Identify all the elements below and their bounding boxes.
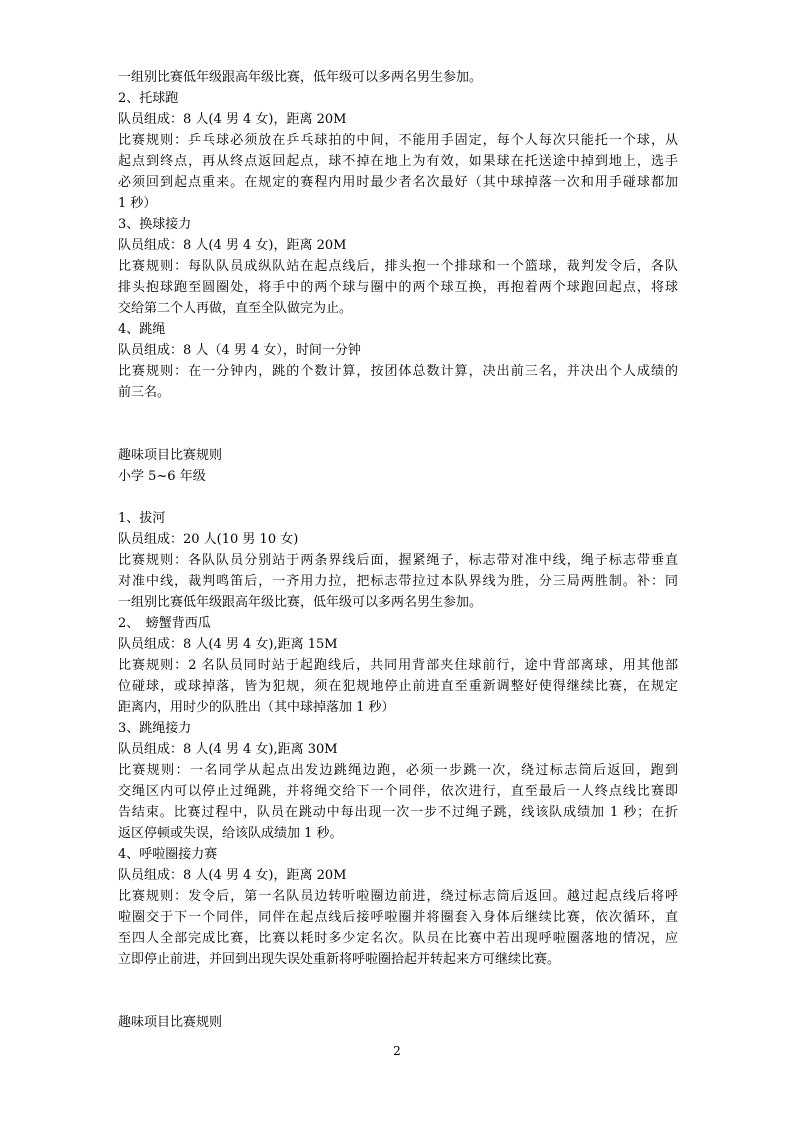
text-line: 立即停止前进，并回到出现失误处重新将呼啦圈拾起并转起来方可继续比赛。 <box>118 952 561 967</box>
text-line: 比赛规则：乒乓球必须放在乒乓球拍的中间，不能用手固定，每个人每次只能托一个球，从 <box>118 133 678 148</box>
text-line: 比赛规则：各队队员分别站于两条界线后面，握紧绳子，标志带对准中线，绳子标志带垂直 <box>118 553 678 568</box>
grade-subtitle: 小学 5~6 年级 <box>118 469 206 484</box>
text-line: 位碰球，或球掉落，皆为犯规，须在犯规地停止前进直至重新调整好使得继续比赛，在规定 <box>118 679 678 694</box>
text-line: 至四人全部完成比赛，比赛以耗时多少定名次。队员在比赛中若出现呼啦圈落地的情况，应 <box>118 931 678 946</box>
text-line: 比赛规则：一名同学从起点出发边跳绳边跑，必须一步跳一次，绕过标志筒后返回，跑到 <box>118 763 678 778</box>
text-line: 队员组成：8 人（4 男 4 女），时间一分钟 <box>118 343 361 358</box>
text-line: 一组别比赛低年级跟高年级比赛，低年级可以多两名男生参加。 <box>118 70 483 85</box>
text-line: 啦圈交于下一个同伴，同伴在起点线后接呼啦圈并将圈套入身体后继续比赛，依次循环，直 <box>118 910 678 925</box>
text-line: 比赛规则：发令后，第一名队员边转听啦圈边前进，绕过标志筒后返回。越过起点线后将呼 <box>118 889 678 904</box>
section-heading: 4、呼啦圈接力赛 <box>118 847 218 862</box>
text-line: 一组别比赛低年级跟高年级比赛，低年级可以多两名男生参加。 <box>118 595 483 610</box>
text-line: 返区停顿或失误，给该队成绩加 1 秒。 <box>118 826 343 841</box>
page-number: 2 <box>393 1044 401 1058</box>
text-line: 比赛规则：在一分钟内，跳的个数计算，按团体总数计算，决出前三名，并决出个人成绩的 <box>118 364 678 379</box>
text-line: 交给第二个人再做，直至全队做完为止。 <box>118 301 353 316</box>
text-line: 队员组成：8 人(4 男 4 女)，距离 20M <box>118 112 347 127</box>
text-line: 排头抱球跑至圆圈处，将手中的两个球与圈中的两个球互换，再抱着两个球跑回起点，将球 <box>118 280 678 295</box>
text-line: 必须回到起点重来。在规定的赛程内用时最少者名次最好（其中球掉落一次和用手碰球都加 <box>118 175 678 190</box>
section-heading: 4、跳绳 <box>118 322 166 337</box>
text-line: 队员组成：8 人(4 男 4 女)，距离 20M <box>118 238 347 253</box>
section-heading: 2、 螃蟹背西瓜 <box>118 616 211 631</box>
text-line: 1 秒） <box>118 196 157 211</box>
text-line: 队员组成：20 人(10 男 10 女) <box>118 532 299 547</box>
text-line: 交绳区内可以停止过绳跳，并将绳交给下一个同伴，依次进行，直至最后一人终点线比赛即 <box>118 784 678 799</box>
page-section-title: 趣味项目比赛规则 <box>118 448 223 463</box>
section-heading: 2、托球跑 <box>118 91 179 106</box>
text-line: 距离内，用时少的队胜出（其中球掉落加 1 秒） <box>118 700 395 715</box>
text-line: 起点到终点，再从终点返回起点，球不掉在地上为有效，如果球在托送途中掉到地上，选手 <box>118 154 678 169</box>
text-line: 告结束。比赛过程中，队员在跳动中每出现一次一步不过绳子跳，线该队成绩加 1 秒；在折 <box>118 805 678 820</box>
text-line: 前三名。 <box>118 385 171 400</box>
page-section-title: 趣味项目比赛规则 <box>118 1015 223 1030</box>
section-heading: 1、拔河 <box>118 511 166 526</box>
text-line: 对准中线，裁判鸣笛后，一齐用力拉，把标志带拉过本队界线为胜，分三局两胜制。补：同 <box>118 574 678 589</box>
section-heading: 3、跳绳接力 <box>118 721 192 736</box>
text-line: 队员组成：8 人(4 男 4 女),距离 30M <box>118 742 338 757</box>
text-line: 比赛规则：2 名队员同时站于起跑线后，共同用背部夹住球前行，途中背部离球，用其他部 <box>118 658 678 673</box>
section-heading: 3、换球接力 <box>118 217 192 232</box>
text-line: 队员组成：8 人(4 男 4 女),距离 15M <box>118 637 338 652</box>
text-line: 比赛规则：每队队员成纵队站在起点线后，排头抱一个排球和一个篮球，裁判发令后，各队 <box>118 259 678 274</box>
text-line: 队员组成：8 人(4 男 4 女)，距离 20M <box>118 868 347 883</box>
